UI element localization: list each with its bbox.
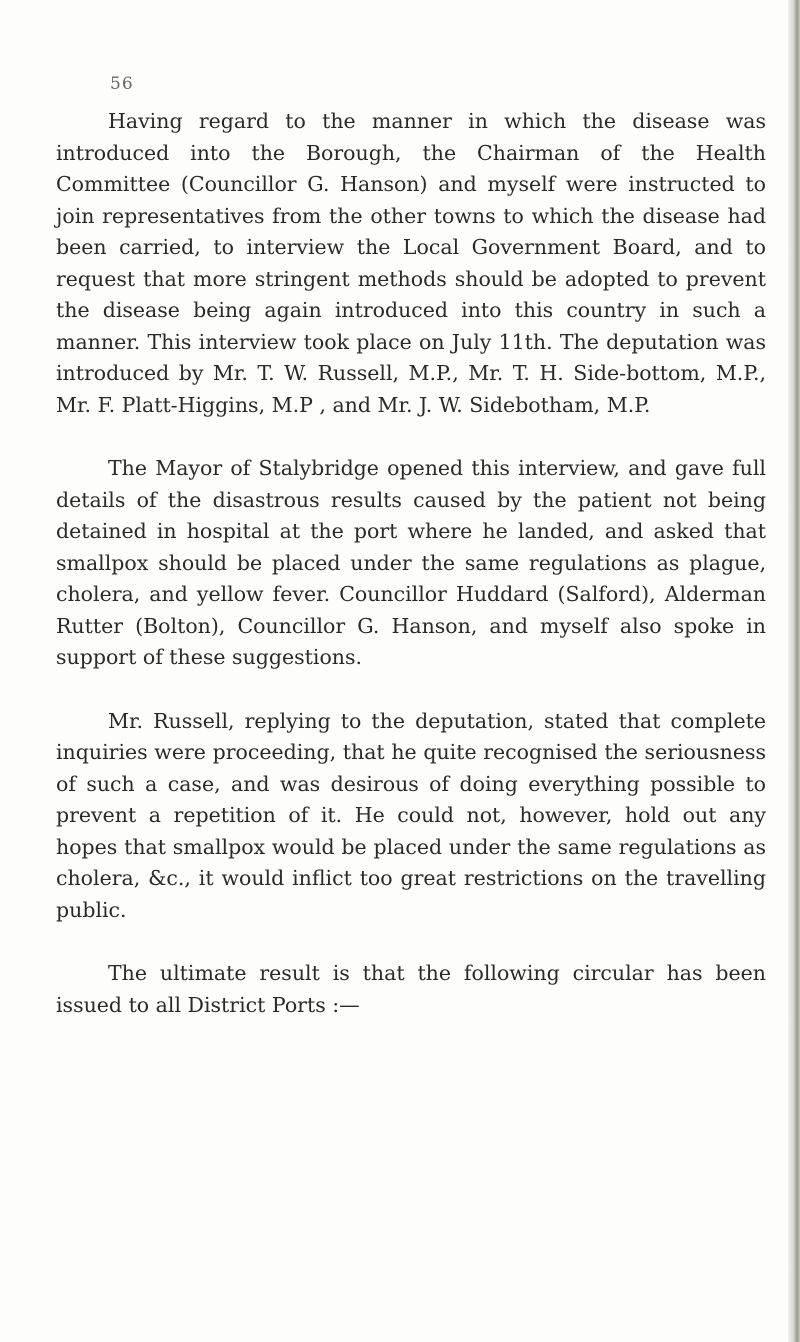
paragraph-russell-reply: Mr. Russell, replying to the deputation, stated that complete inquiries were proceeding, that he quite recognised the seriousness of such a case, and was desirous of doing everything possible to prevent a repetition of it. He could not, however, hold out any hopes that smallpox would be placed under the same regulations as cholera, &c., it would inflict too great restrictions on the travelling public. [56, 708, 766, 922]
paragraph-mayor-interview: The Mayor of Stalybridge opened this interview, and gave full details of the disastrous results caused by the patient not being detained in hospital at the port where he landed, and asked that smallpox should be placed under the same regulations as plague, cholera, and yellow fever. Councillor Huddard (Salford), Alderman Rutter (Bolton), Councillor G. Hanson, and myself also spoke in support of these suggestions. [56, 456, 766, 669]
paragraph-circular: The ultimate result is that the following circular has been issued to all District Ports :— [56, 961, 766, 1017]
page-edge-shadow [788, 0, 800, 1342]
paragraph-deputation: Having regard to the manner in which the disease was introduced into the Borough, the Chairman of the Health Committee (Councillor G. Hanson) and myself were instructed to join representatives from the other towns to which the disease had been carried, to interview the Local Government Board, and to request that more stringent methods should be adopted to prevent the disease being again introduced into this country in such a manner. This interview took place on July 11th. The deputation was introduced by Mr. T. W. Russell, M.P., Mr. T. H. Side-bottom, M.P., Mr. F. Platt-Higgins, M.P , and Mr. J. W. Sidebotham, M.P. [56, 109, 766, 417]
body-text [56, 106, 766, 1021]
page-number: 56 [110, 74, 134, 94]
